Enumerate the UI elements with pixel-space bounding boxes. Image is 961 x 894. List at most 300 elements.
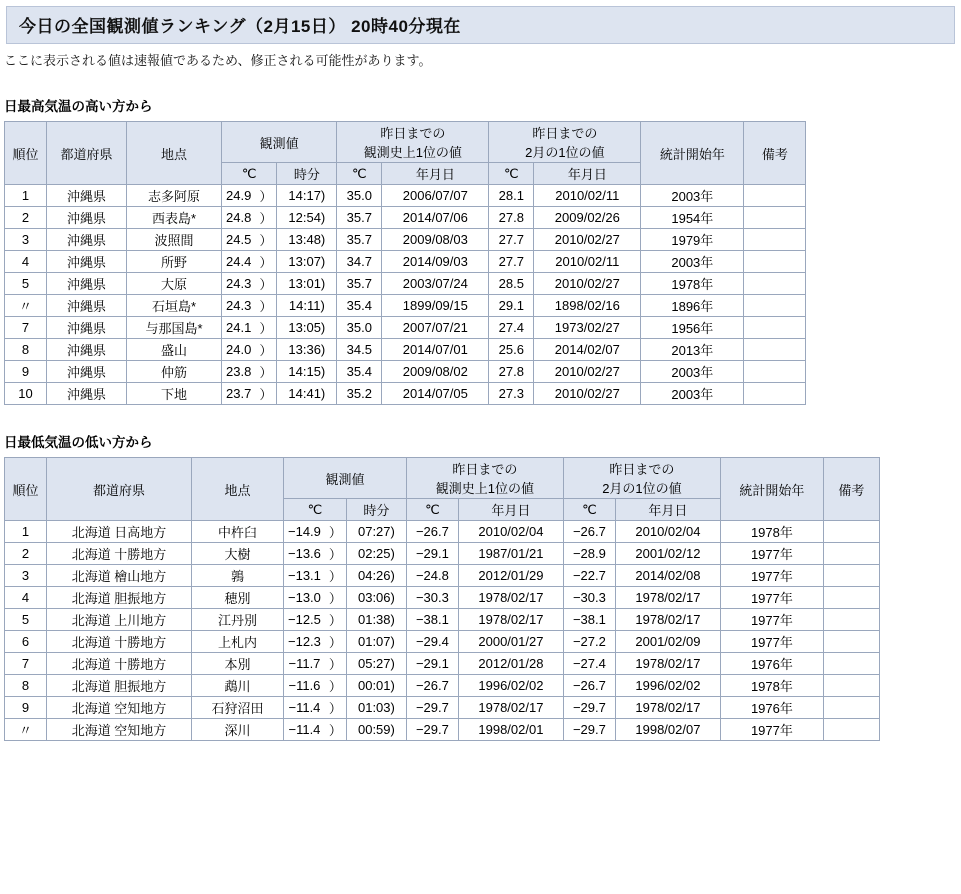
cell-prefecture: 北海道 胆振地方	[47, 587, 192, 609]
cell-remarks	[744, 251, 806, 273]
cell-record-all-temp: −24.8	[406, 565, 458, 587]
cell-observed-time: 02:25)	[346, 543, 406, 565]
cell-start-year: 1978年	[641, 273, 744, 295]
cell-paren: ）	[325, 543, 347, 565]
cell-record-all-temp: 35.0	[337, 317, 382, 339]
cell-start-year: 2003年	[641, 383, 744, 405]
cell-observed-time: 14:15)	[277, 361, 337, 383]
cell-record-feb-temp: −29.7	[563, 697, 615, 719]
cell-paren: ）	[255, 361, 277, 383]
table-row	[5, 383, 806, 405]
table-row	[5, 521, 880, 543]
col-remarks: 備考	[744, 122, 806, 185]
col-record-feb-date: 年月日	[534, 163, 641, 185]
col-start-year: 統計開始年	[720, 458, 823, 521]
cell-record-all-temp: −30.3	[406, 587, 458, 609]
cell-paren: ）	[255, 207, 277, 229]
cell-remarks	[823, 675, 879, 697]
cell-record-feb-temp: −27.4	[563, 653, 615, 675]
cell-observed-time: 04:26)	[346, 565, 406, 587]
table-row	[5, 609, 880, 631]
cell-rank: 5	[5, 609, 47, 631]
cell-observed-temp: −12.3	[284, 631, 325, 653]
col-place: 地点	[127, 122, 222, 185]
cell-record-all-date: 2003/07/24	[382, 273, 489, 295]
cell-start-year: 1977年	[720, 631, 823, 653]
cell-prefecture: 北海道 十勝地方	[47, 653, 192, 675]
col-record-all-time-line2: 観測史上1位の値	[435, 481, 535, 496]
cell-place: 中杵臼	[192, 521, 284, 543]
cell-paren: ）	[255, 317, 277, 339]
table-head	[5, 458, 880, 521]
cell-observed-time: 13:48)	[277, 229, 337, 251]
cell-observed-temp: 23.8	[222, 361, 256, 383]
col-record-all-time-line1: 昨日までの	[452, 462, 518, 477]
col-observed-value: 観測値	[222, 122, 337, 163]
table-row	[5, 587, 880, 609]
cell-record-all-temp: 35.7	[337, 229, 382, 251]
highest-temperature-ranking-table	[4, 121, 806, 405]
cell-start-year: 1979年	[641, 229, 744, 251]
cell-start-year: 2003年	[641, 251, 744, 273]
cell-place: 志多阿原	[127, 185, 222, 207]
col-observed-time: 時分	[346, 499, 406, 521]
cell-observed-temp: 24.3	[222, 273, 256, 295]
cell-remarks	[823, 565, 879, 587]
cell-start-year: 2003年	[641, 185, 744, 207]
cell-record-all-date: 1987/01/21	[458, 543, 563, 565]
col-observed-value: 観測値	[284, 458, 407, 499]
cell-observed-temp: 24.8	[222, 207, 256, 229]
table-row	[5, 251, 806, 273]
col-record-all-time-line2: 観測史上1位の値	[363, 145, 462, 160]
cell-start-year: 2013年	[641, 339, 744, 361]
cell-prefecture: 沖縄県	[47, 273, 127, 295]
col-record-feb-celsius: ℃	[563, 499, 615, 521]
cell-record-feb-temp: −27.2	[563, 631, 615, 653]
table-row	[5, 543, 880, 565]
cell-observed-temp: −12.5	[284, 609, 325, 631]
cell-record-feb-temp: −30.3	[563, 587, 615, 609]
cell-observed-time: 13:01)	[277, 273, 337, 295]
cell-record-feb-temp: 27.8	[489, 207, 534, 229]
col-record-february	[489, 122, 641, 163]
cell-observed-time: 00:01)	[346, 675, 406, 697]
cell-rank: 9	[5, 697, 47, 719]
cell-record-feb-date: 2010/02/27	[534, 383, 641, 405]
cell-record-feb-date: 2010/02/27	[534, 361, 641, 383]
cell-remarks	[744, 383, 806, 405]
cell-record-all-date: 1978/02/17	[458, 587, 563, 609]
cell-remarks	[744, 317, 806, 339]
preliminary-value-note: ここに表示される値は速報値であるため、修正される可能性があります。	[4, 53, 432, 68]
cell-paren: ）	[325, 631, 347, 653]
cell-record-all-temp: 35.0	[337, 185, 382, 207]
cell-record-feb-temp: 27.8	[489, 361, 534, 383]
cell-paren: ）	[325, 653, 347, 675]
cell-rank: 4	[5, 587, 47, 609]
cell-record-all-temp: 35.4	[337, 295, 382, 317]
cell-remarks	[744, 229, 806, 251]
cell-rank: 9	[5, 361, 47, 383]
cell-paren: ）	[325, 565, 347, 587]
col-place: 地点	[192, 458, 284, 521]
cell-record-all-temp: −29.1	[406, 543, 458, 565]
cell-record-all-date: 2000/01/27	[458, 631, 563, 653]
cell-record-all-date: 2010/02/04	[458, 521, 563, 543]
table-row	[5, 719, 880, 741]
col-rank: 順位	[5, 122, 47, 185]
cell-record-all-temp: 35.2	[337, 383, 382, 405]
cell-observed-time: 05:27)	[346, 653, 406, 675]
cell-prefecture: 北海道 胆振地方	[47, 675, 192, 697]
cell-record-all-temp: 34.7	[337, 251, 382, 273]
col-record-feb-celsius: ℃	[489, 163, 534, 185]
cell-paren: ）	[255, 339, 277, 361]
cell-observed-temp: 24.4	[222, 251, 256, 273]
cell-record-feb-temp: −26.7	[563, 675, 615, 697]
cell-observed-time: 01:07)	[346, 631, 406, 653]
cell-paren: ）	[255, 295, 277, 317]
cell-record-feb-temp: 27.3	[489, 383, 534, 405]
col-record-all-time-line1: 昨日までの	[380, 126, 446, 141]
cell-record-all-date: 2012/01/28	[458, 653, 563, 675]
cell-rank: 〃	[5, 719, 47, 741]
col-observed-time: 時分	[277, 163, 337, 185]
cell-prefecture: 北海道 檜山地方	[47, 565, 192, 587]
cell-place: 波照間	[127, 229, 222, 251]
cell-observed-temp: −11.7	[284, 653, 325, 675]
cell-observed-time: 07:27)	[346, 521, 406, 543]
cell-prefecture: 沖縄県	[47, 185, 127, 207]
cell-record-feb-date: 2001/02/12	[615, 543, 720, 565]
cell-rank: 3	[5, 565, 47, 587]
cell-record-all-date: 2009/08/02	[382, 361, 489, 383]
header-row-top	[5, 458, 880, 499]
col-remarks: 備考	[823, 458, 879, 521]
cell-remarks	[744, 273, 806, 295]
cell-record-all-temp: 35.7	[337, 207, 382, 229]
table-row	[5, 361, 806, 383]
cell-place: 石垣島*	[127, 295, 222, 317]
cell-record-all-date: 1996/02/02	[458, 675, 563, 697]
cell-record-feb-temp: 25.6	[489, 339, 534, 361]
cell-rank: 8	[5, 339, 47, 361]
cell-start-year: 1977年	[720, 609, 823, 631]
cell-place: 与那国島*	[127, 317, 222, 339]
cell-observed-time: 14:41)	[277, 383, 337, 405]
cell-prefecture: 沖縄県	[47, 251, 127, 273]
page-root	[0, 6, 961, 894]
cell-prefecture: 北海道 空知地方	[47, 719, 192, 741]
cell-record-feb-date: 1998/02/07	[615, 719, 720, 741]
cell-record-feb-date: 2014/02/08	[615, 565, 720, 587]
cell-rank: 5	[5, 273, 47, 295]
cell-start-year: 1977年	[720, 565, 823, 587]
cell-start-year: 2003年	[641, 361, 744, 383]
col-record-february-line2: 2月の1位の値	[525, 145, 605, 160]
table-row	[5, 207, 806, 229]
cell-remarks	[823, 609, 879, 631]
cell-record-feb-temp: −28.9	[563, 543, 615, 565]
table-head	[5, 122, 806, 185]
cell-record-all-temp: 35.7	[337, 273, 382, 295]
cell-observed-temp: 24.1	[222, 317, 256, 339]
cell-prefecture: 沖縄県	[47, 361, 127, 383]
cell-record-all-date: 2007/07/21	[382, 317, 489, 339]
cell-record-feb-temp: 29.1	[489, 295, 534, 317]
cell-place: 本別	[192, 653, 284, 675]
cell-observed-time: 03:06)	[346, 587, 406, 609]
cell-rank: 1	[5, 185, 47, 207]
lowest-table-body	[5, 521, 880, 741]
table-row	[5, 697, 880, 719]
cell-place: 大樹	[192, 543, 284, 565]
cell-observed-temp: 24.9	[222, 185, 256, 207]
cell-record-feb-date: 1978/02/17	[615, 587, 720, 609]
cell-paren: ）	[255, 251, 277, 273]
cell-remarks	[823, 587, 879, 609]
cell-remarks	[823, 543, 879, 565]
cell-prefecture: 北海道 日高地方	[47, 521, 192, 543]
cell-record-feb-date: 2010/02/27	[534, 273, 641, 295]
cell-record-feb-temp: −22.7	[563, 565, 615, 587]
cell-prefecture: 北海道 空知地方	[47, 697, 192, 719]
cell-record-feb-temp: −29.7	[563, 719, 615, 741]
cell-observed-temp: −13.0	[284, 587, 325, 609]
cell-observed-time: 13:05)	[277, 317, 337, 339]
cell-observed-time: 13:36)	[277, 339, 337, 361]
cell-remarks	[744, 295, 806, 317]
cell-place: 所野	[127, 251, 222, 273]
cell-record-all-date: 2012/01/29	[458, 565, 563, 587]
cell-record-feb-temp: 28.1	[489, 185, 534, 207]
cell-record-feb-date: 1996/02/02	[615, 675, 720, 697]
cell-start-year: 1976年	[720, 653, 823, 675]
cell-start-year: 1956年	[641, 317, 744, 339]
cell-start-year: 1976年	[720, 697, 823, 719]
cell-record-feb-date: 1898/02/16	[534, 295, 641, 317]
cell-record-all-date: 2009/08/03	[382, 229, 489, 251]
cell-record-all-temp: −29.7	[406, 719, 458, 741]
cell-record-feb-date: 1978/02/17	[615, 697, 720, 719]
cell-record-feb-temp: 27.7	[489, 251, 534, 273]
cell-record-all-temp: −29.4	[406, 631, 458, 653]
col-record-all-date: 年月日	[458, 499, 563, 521]
cell-start-year: 1954年	[641, 207, 744, 229]
cell-record-feb-date: 1978/02/17	[615, 609, 720, 631]
cell-remarks	[823, 653, 879, 675]
cell-remarks	[744, 207, 806, 229]
cell-prefecture: 沖縄県	[47, 207, 127, 229]
cell-remarks	[823, 697, 879, 719]
cell-record-all-date: 1978/02/17	[458, 609, 563, 631]
cell-place: 下地	[127, 383, 222, 405]
cell-record-all-temp: −38.1	[406, 609, 458, 631]
cell-rank: 〃	[5, 295, 47, 317]
cell-observed-time: 14:11)	[277, 295, 337, 317]
cell-place: 仲筋	[127, 361, 222, 383]
cell-place: 深川	[192, 719, 284, 741]
cell-paren: ）	[325, 609, 347, 631]
cell-observed-time: 13:07)	[277, 251, 337, 273]
cell-record-feb-date: 2010/02/11	[534, 251, 641, 273]
cell-start-year: 1977年	[720, 719, 823, 741]
col-observed-celsius: ℃	[222, 163, 277, 185]
cell-paren: ）	[325, 587, 347, 609]
cell-observed-temp: −11.4	[284, 719, 325, 741]
cell-rank: 7	[5, 653, 47, 675]
cell-place: 石狩沼田	[192, 697, 284, 719]
cell-prefecture: 北海道 十勝地方	[47, 631, 192, 653]
cell-record-feb-date: 2010/02/27	[534, 229, 641, 251]
cell-observed-temp: −14.9	[284, 521, 325, 543]
cell-paren: ）	[325, 697, 347, 719]
cell-record-feb-temp: −26.7	[563, 521, 615, 543]
cell-record-feb-date: 2001/02/09	[615, 631, 720, 653]
table-row	[5, 653, 880, 675]
cell-observed-temp: 23.7	[222, 383, 256, 405]
cell-record-all-temp: 34.5	[337, 339, 382, 361]
cell-prefecture: 沖縄県	[47, 339, 127, 361]
cell-paren: ）	[255, 383, 277, 405]
cell-start-year: 1978年	[720, 521, 823, 543]
cell-observed-temp: 24.5	[222, 229, 256, 251]
cell-record-all-date: 2014/07/06	[382, 207, 489, 229]
table-row	[5, 295, 806, 317]
table-row	[5, 317, 806, 339]
cell-observed-temp: −13.1	[284, 565, 325, 587]
cell-record-feb-temp: 27.7	[489, 229, 534, 251]
cell-place: 西表島*	[127, 207, 222, 229]
cell-prefecture: 北海道 上川地方	[47, 609, 192, 631]
col-start-year: 統計開始年	[641, 122, 744, 185]
cell-record-feb-date: 2009/02/26	[534, 207, 641, 229]
cell-place: 盛山	[127, 339, 222, 361]
cell-record-feb-temp: 27.4	[489, 317, 534, 339]
cell-observed-temp: −11.6	[284, 675, 325, 697]
table-row	[5, 565, 880, 587]
col-record-february-line2: 2月の1位の値	[602, 481, 682, 496]
table-row	[5, 185, 806, 207]
highest-table-body	[5, 185, 806, 405]
cell-remarks	[823, 719, 879, 741]
cell-observed-time: 00:59)	[346, 719, 406, 741]
cell-start-year: 1978年	[720, 675, 823, 697]
cell-observed-time: 01:38)	[346, 609, 406, 631]
col-rank: 順位	[5, 458, 47, 521]
section-label-highest: 日最高気温の高い方から	[4, 99, 153, 114]
cell-record-all-temp: −26.7	[406, 521, 458, 543]
cell-record-feb-date: 2010/02/04	[615, 521, 720, 543]
cell-rank: 8	[5, 675, 47, 697]
cell-place: 鵡川	[192, 675, 284, 697]
cell-place: 上札内	[192, 631, 284, 653]
cell-observed-temp: 24.0	[222, 339, 256, 361]
col-observed-celsius: ℃	[284, 499, 347, 521]
cell-paren: ）	[325, 719, 347, 741]
lowest-temperature-ranking-table	[4, 457, 880, 741]
cell-record-feb-temp: −38.1	[563, 609, 615, 631]
cell-observed-temp: −13.6	[284, 543, 325, 565]
col-record-all-date: 年月日	[382, 163, 489, 185]
col-record-all-celsius: ℃	[406, 499, 458, 521]
cell-rank: 3	[5, 229, 47, 251]
table-row	[5, 339, 806, 361]
cell-record-all-date: 2006/07/07	[382, 185, 489, 207]
cell-record-all-date: 1998/02/01	[458, 719, 563, 741]
section-label-lowest: 日最低気温の低い方から	[4, 435, 153, 450]
cell-record-all-temp: −29.1	[406, 653, 458, 675]
cell-start-year: 1896年	[641, 295, 744, 317]
col-record-all-time	[337, 122, 489, 163]
cell-prefecture: 沖縄県	[47, 229, 127, 251]
col-prefecture: 都道府県	[47, 122, 127, 185]
col-record-february-line1: 昨日までの	[532, 126, 598, 141]
cell-record-feb-date: 2014/02/07	[534, 339, 641, 361]
header-row-top	[5, 122, 806, 163]
cell-rank: 7	[5, 317, 47, 339]
cell-record-feb-date: 2010/02/11	[534, 185, 641, 207]
col-record-february	[563, 458, 720, 499]
cell-paren: ）	[255, 273, 277, 295]
cell-place: 江丹別	[192, 609, 284, 631]
cell-observed-temp: 24.3	[222, 295, 256, 317]
cell-start-year: 1977年	[720, 543, 823, 565]
cell-observed-time: 14:17)	[277, 185, 337, 207]
cell-rank: 2	[5, 207, 47, 229]
cell-record-all-date: 2014/07/01	[382, 339, 489, 361]
col-prefecture: 都道府県	[47, 458, 192, 521]
col-record-february-line1: 昨日までの	[609, 462, 675, 477]
cell-paren: ）	[255, 185, 277, 207]
cell-record-all-date: 1978/02/17	[458, 697, 563, 719]
cell-record-all-date: 2014/07/05	[382, 383, 489, 405]
cell-place: 大原	[127, 273, 222, 295]
col-record-all-celsius: ℃	[337, 163, 382, 185]
cell-record-all-temp: 35.4	[337, 361, 382, 383]
col-record-all-time	[406, 458, 563, 499]
cell-paren: ）	[325, 675, 347, 697]
cell-record-feb-date: 1973/02/27	[534, 317, 641, 339]
cell-rank: 2	[5, 543, 47, 565]
cell-prefecture: 沖縄県	[47, 317, 127, 339]
cell-rank: 1	[5, 521, 47, 543]
cell-remarks	[744, 185, 806, 207]
table-row	[5, 273, 806, 295]
table-row	[5, 675, 880, 697]
cell-observed-temp: −11.4	[284, 697, 325, 719]
cell-place: 穂別	[192, 587, 284, 609]
cell-prefecture: 北海道 十勝地方	[47, 543, 192, 565]
table-row	[5, 631, 880, 653]
table-row	[5, 229, 806, 251]
col-record-feb-date: 年月日	[615, 499, 720, 521]
cell-observed-time: 01:03)	[346, 697, 406, 719]
cell-start-year: 1977年	[720, 587, 823, 609]
cell-paren: ）	[325, 521, 347, 543]
cell-rank: 6	[5, 631, 47, 653]
cell-prefecture: 沖縄県	[47, 295, 127, 317]
cell-record-feb-date: 1978/02/17	[615, 653, 720, 675]
cell-remarks	[744, 339, 806, 361]
cell-observed-time: 12:54)	[277, 207, 337, 229]
cell-prefecture: 沖縄県	[47, 383, 127, 405]
cell-remarks	[823, 631, 879, 653]
cell-paren: ）	[255, 229, 277, 251]
page-title: 今日の全国観測値ランキング（2月15日） 20時40分現在	[6, 6, 955, 44]
cell-rank: 10	[5, 383, 47, 405]
